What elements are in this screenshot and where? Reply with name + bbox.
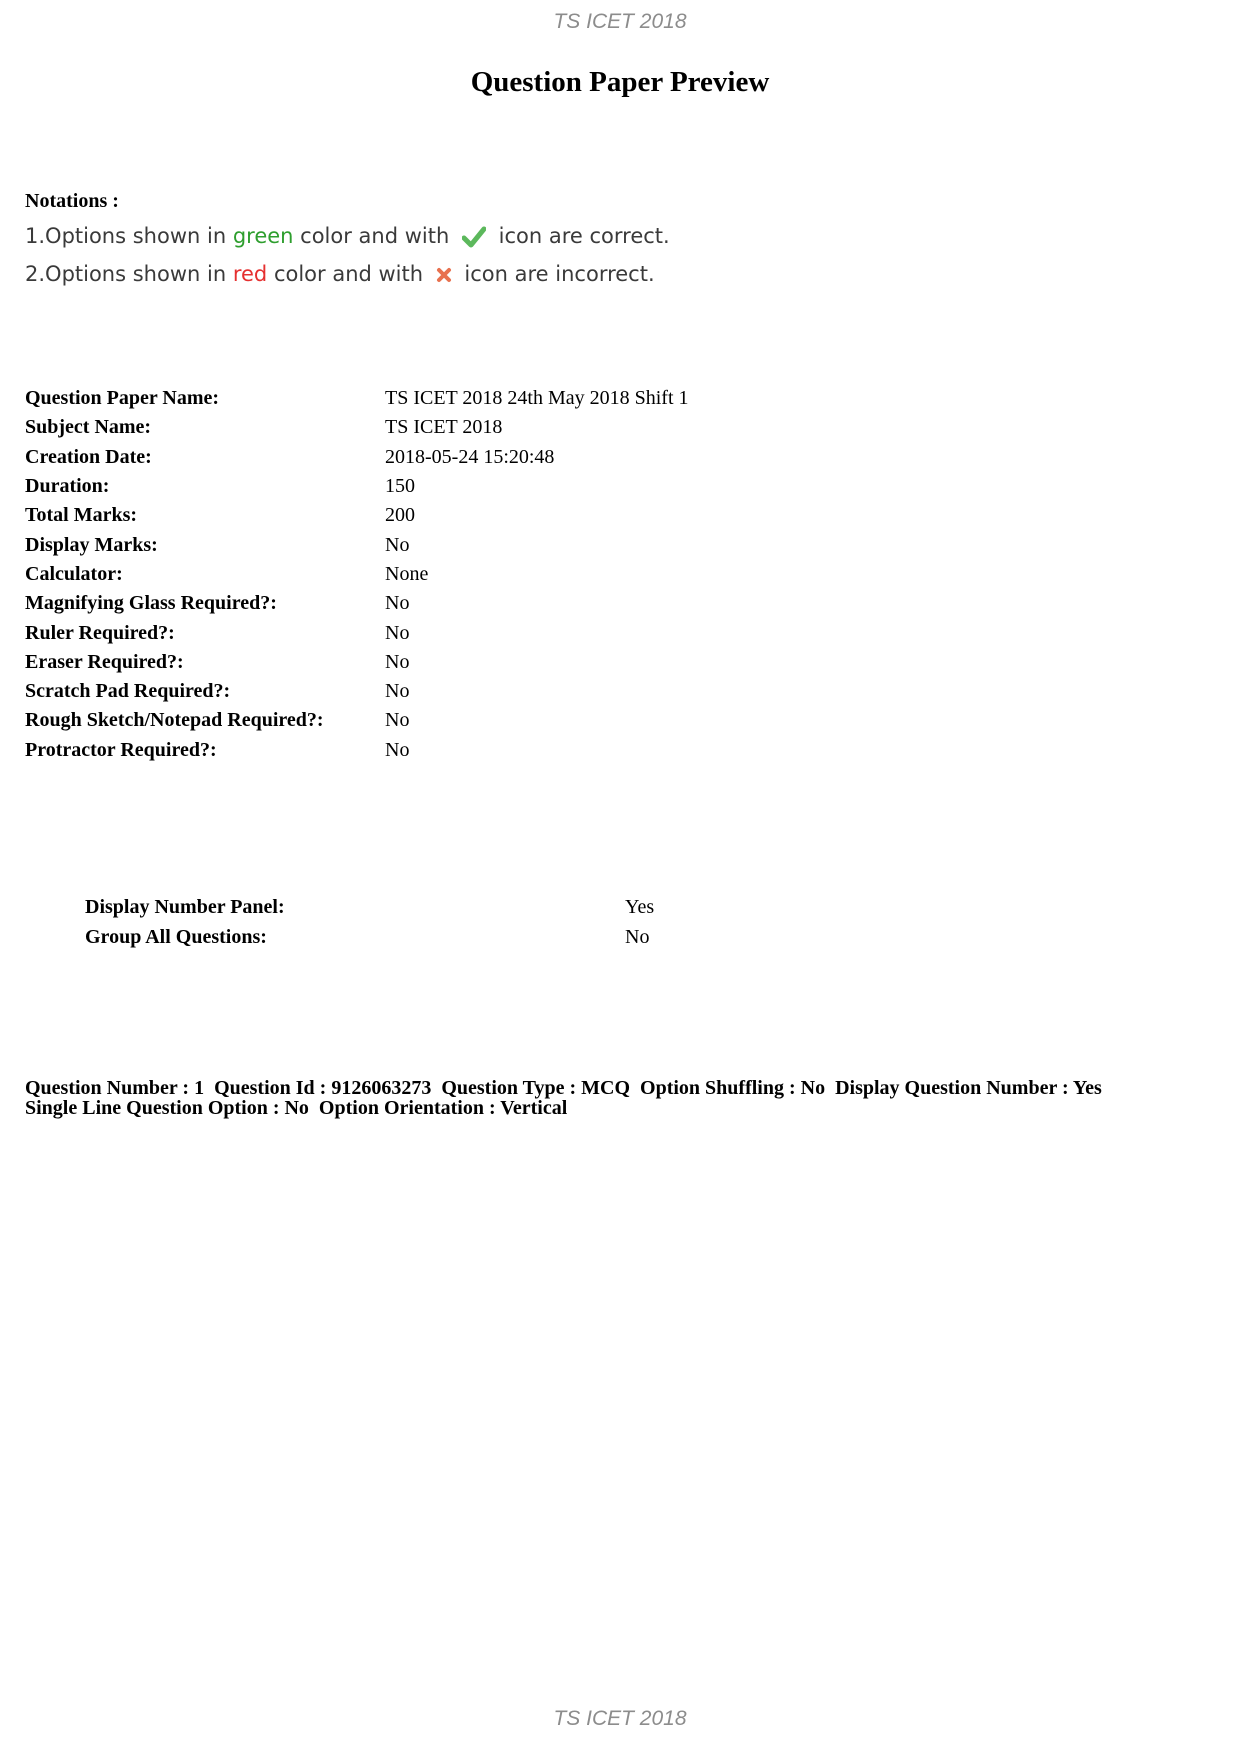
- panel-row-group-all-questions: [85, 922, 654, 952]
- info-label: Magnifying Glass Required?:: [25, 592, 277, 615]
- info-row-magnifying-glass: [25, 589, 689, 618]
- info-row-rough-sketch: [25, 706, 689, 735]
- info-label: Duration:: [25, 475, 110, 498]
- notation-incorrect-prefix: 2.Options shown in: [25, 262, 233, 286]
- info-row-calculator: [25, 560, 689, 589]
- info-value: TS ICET 2018 24th May 2018 Shift 1: [385, 387, 689, 410]
- page-title: Question Paper Preview: [470, 66, 770, 98]
- info-row-creation-date: [25, 443, 689, 472]
- question-meta-line-2: Single Line Question Option : No Option Orientation : Vertical: [25, 1097, 568, 1119]
- info-value: None: [385, 562, 429, 585]
- running-header: TS ICET 2018: [553, 10, 687, 33]
- info-label: Ruler Required?:: [25, 621, 175, 644]
- notation-correct-prefix: 1.Options shown in: [25, 224, 233, 248]
- panel-label: Group All Questions:: [85, 925, 267, 948]
- info-label: Question Paper Name:: [25, 387, 220, 410]
- info-value: TS ICET 2018: [385, 416, 503, 439]
- notation-correct: [25, 217, 670, 255]
- check-icon: [462, 226, 486, 248]
- cross-icon: [436, 267, 452, 283]
- info-row-paper-name: [25, 384, 689, 413]
- info-label: Rough Sketch/Notepad Required?:: [25, 709, 324, 732]
- question-metadata: [25, 1078, 1215, 1118]
- info-row-display-marks: [25, 530, 689, 559]
- panel-settings-table: [85, 892, 654, 952]
- info-value: No: [385, 533, 410, 556]
- panel-value: Yes: [625, 895, 655, 918]
- notation-correct-color-word: green: [232, 224, 294, 248]
- info-value: No: [385, 621, 410, 644]
- info-value: No: [385, 709, 410, 732]
- notations-heading: Notations :: [25, 190, 119, 212]
- info-row-scratch-pad: [25, 677, 689, 706]
- info-row-duration: [25, 472, 689, 501]
- panel-row-display-number-panel: [85, 892, 654, 922]
- running-footer: TS ICET 2018: [553, 1707, 687, 1730]
- info-label: Eraser Required?:: [25, 650, 184, 673]
- info-row-ruler: [25, 618, 689, 647]
- notation-incorrect-middle: color and with: [267, 262, 430, 286]
- notation-correct-middle: color and with: [293, 224, 456, 248]
- info-row-eraser: [25, 648, 689, 677]
- panel-value: No: [625, 925, 650, 948]
- question-meta-line-1: Question Number : 1 Question Id : 9126063273 Question Type : MCQ Option Shuffling : No Display Question Number : Yes: [25, 1077, 1102, 1099]
- notations-section: [25, 190, 670, 293]
- info-label: Display Marks:: [25, 533, 158, 556]
- info-value: 200: [385, 504, 415, 527]
- info-value: 150: [385, 475, 415, 498]
- info-row-protractor: [25, 736, 689, 765]
- info-label: Protractor Required?:: [25, 738, 217, 761]
- info-value: No: [385, 738, 410, 761]
- notation-correct-suffix: icon are correct.: [491, 224, 670, 248]
- info-label: Scratch Pad Required?:: [25, 680, 231, 703]
- info-label: Calculator:: [25, 562, 123, 585]
- info-value: 2018-05-24 15:20:48: [385, 445, 555, 468]
- notation-incorrect: [25, 255, 670, 293]
- notation-incorrect-suffix: icon are incorrect.: [457, 262, 655, 286]
- info-label: Subject Name:: [25, 416, 152, 439]
- panel-label: Display Number Panel:: [85, 895, 285, 918]
- info-row-subject-name: [25, 413, 689, 442]
- info-label: Total Marks:: [25, 504, 138, 527]
- paper-info-table: [25, 384, 689, 765]
- info-value: No: [385, 650, 410, 673]
- info-label: Creation Date:: [25, 445, 152, 468]
- info-row-total-marks: [25, 501, 689, 530]
- info-value: No: [385, 680, 410, 703]
- info-value: No: [385, 592, 410, 615]
- notation-incorrect-color-word: red: [232, 262, 268, 286]
